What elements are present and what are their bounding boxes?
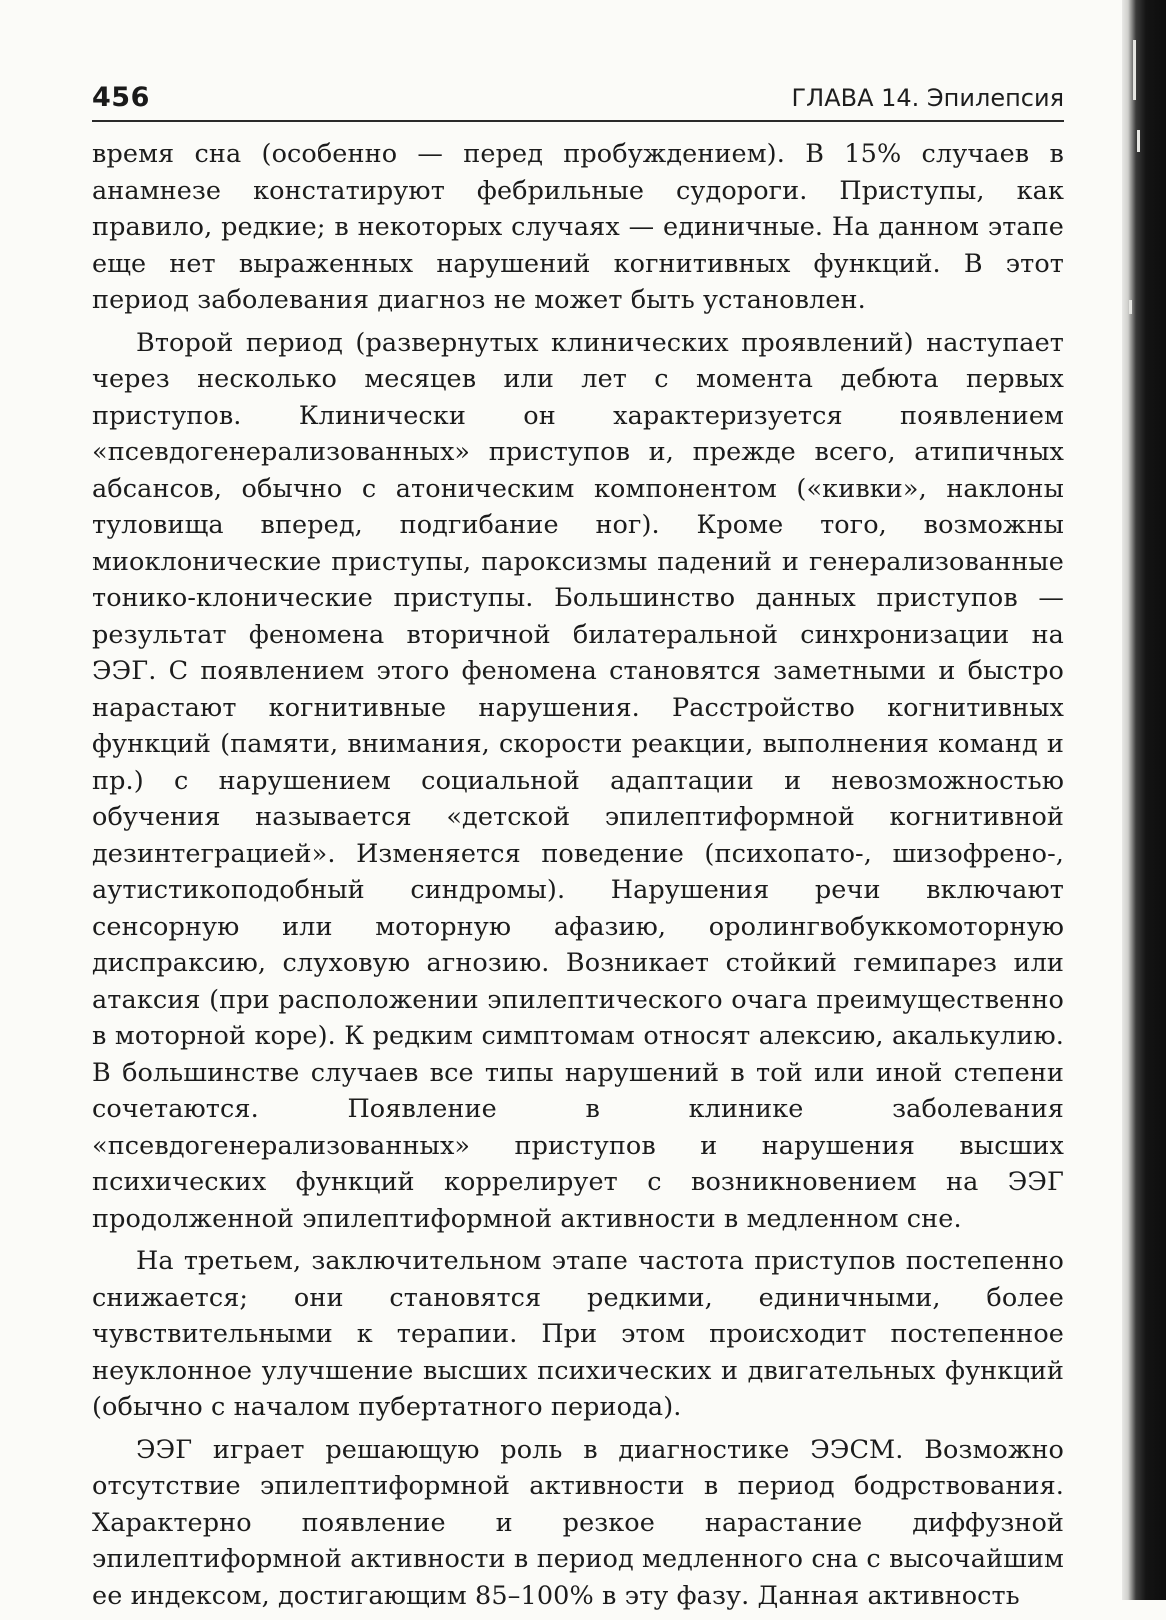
body-text <box>92 136 1064 1620</box>
edge-speck <box>1129 300 1132 314</box>
paragraph-continuation: время сна (особенно — перед пробуждением). В 15% случаев в анамнезе констатируют фебрильные судороги. Приступы, как правило, редкие; в некоторых случаях — единичные. На данном этапе еще нет выраженных нарушений когнитивных функций. В этот период заболевания диагноз не может быть установлен. <box>92 139 1064 315</box>
page-edge-shadow <box>1122 0 1166 1600</box>
edge-speck <box>1133 40 1136 100</box>
paragraph-eeg: ЭЭГ играет решающую роль в диагностике ЭЭСМ. Возможно отсутствие эпилептиформной активности в период бодрствования. Характерно появление и резкое нарастание диффузной эпилептиформной активности в период медленного сна с высочайшим ее индексом, достигающим 85–100% в эту фазу. Данная активность <box>92 1434 1064 1611</box>
running-head: ГЛАВА 14. Эпилепсия <box>791 84 1064 112</box>
edge-speck <box>1137 130 1140 152</box>
paragraph-third-stage: На третьем, заключительном этапе частота приступов постепенно снижается; они становятся редкими, единичными, более чувствительными к терапии. При этом происходит постепенное неуклонное улучшение высших психических и двигательных функций (обычно с началом пубертатного периода). <box>92 1246 1064 1422</box>
page-number: 456 <box>92 82 150 113</box>
page-header <box>92 78 1064 122</box>
paragraph-second-period: Второй период (развернутых клинических проявлений) наступает через несколько месяцев или лет с момента дебюта первых приступов. Клинически он характеризуется появлением «псевдогенерализованных» приступов и, прежде всего, атипичных абсансов, обычно с атоническим компонентом («кивки», наклоны туловища вперед, подгибание ног). Кроме того, возможны миоклонические приступы, пароксизмы падений и генерализованные тонико-клонические приступы. Большинство данных приступов — результат феномена вторичной билатеральной синхронизации на ЭЭГ. С появлением этого феномена становятся заметными и быстро нарастают когнитивные нарушения. Расстройство когнитивных функций (памяти, внимания, скорости реакции, выполнения команд и пр.) с нарушением социальной адаптации и невозможностью обучения называется «детской эпилептиформной когнитивной дезинтеграцией». Изменяется поведение (психопато-, шизофрено-, аутистикоподобный синдромы). Нарушения речи включают сенсорную или моторную афазию, оролингвобуккомоторную диспраксию, слуховую агнозию. Возникает стойкий гемипарез или атаксия (при расположении эпилептического очага преимущественно в моторной коре). К редким симптомам относят алексию, акалькулию. В большинстве случаев все типы нарушений в той или иной степени сочетаются. Появление в клинике заболевания «псевдогенерализованных» приступов и нарушения высших психических функций коррелирует с возникновением на ЭЭГ продолженной эпилептиформной активности в медленном сне. <box>92 327 1064 1234</box>
